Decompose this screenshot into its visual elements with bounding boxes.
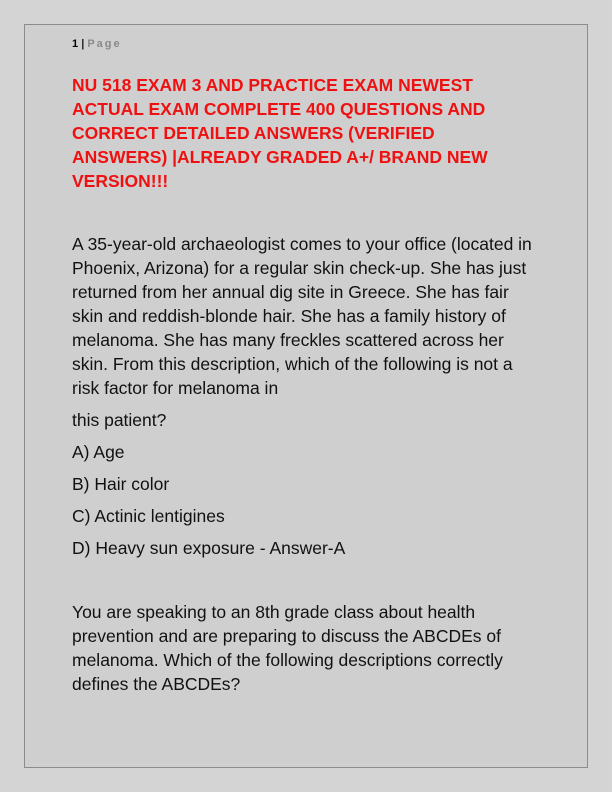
- question-2-text: You are speaking to an 8th grade class about health prevention and are preparing to discuss the ABCDEs of melanoma. Which of the following descriptions correctly defines the ABCDEs?: [72, 602, 503, 694]
- document-title: NU 518 EXAM 3 AND PRACTICE EXAM NEWEST ACTUAL EXAM COMPLETE 400 QUESTIONS AND CORRECT DETAILED ANSWERS (VERIFIED ANSWERS) |ALREADY GRADED A+/ BRAND NEW VERSION!!!: [72, 75, 488, 191]
- document-page: [24, 24, 588, 768]
- question-1-option-d: D) Heavy sun exposure - Answer-A: [72, 538, 346, 558]
- page-number-separator: |: [81, 38, 85, 50]
- question-1-text: A 35-year-old archaeologist comes to your office (located in Phoenix, Arizona) for a regular skin check-up. She has just returned from her annual dig site in Greece. She has fair skin and reddish-blonde hair. She has a family history of melanoma. She has many freckles scattered across her skin. From this description, which of the following is not a risk factor for melanoma in: [72, 234, 532, 398]
- question-1-continuation: this patient?: [72, 410, 167, 430]
- page-number: 1: [72, 38, 79, 50]
- question-1-option-c: C) Actinic lentigines: [72, 506, 225, 526]
- page-label: Page: [87, 38, 122, 50]
- page-number-header: [72, 37, 122, 51]
- question-1-option-a: A) Age: [72, 442, 125, 462]
- question-1-option-b: B) Hair color: [72, 474, 170, 494]
